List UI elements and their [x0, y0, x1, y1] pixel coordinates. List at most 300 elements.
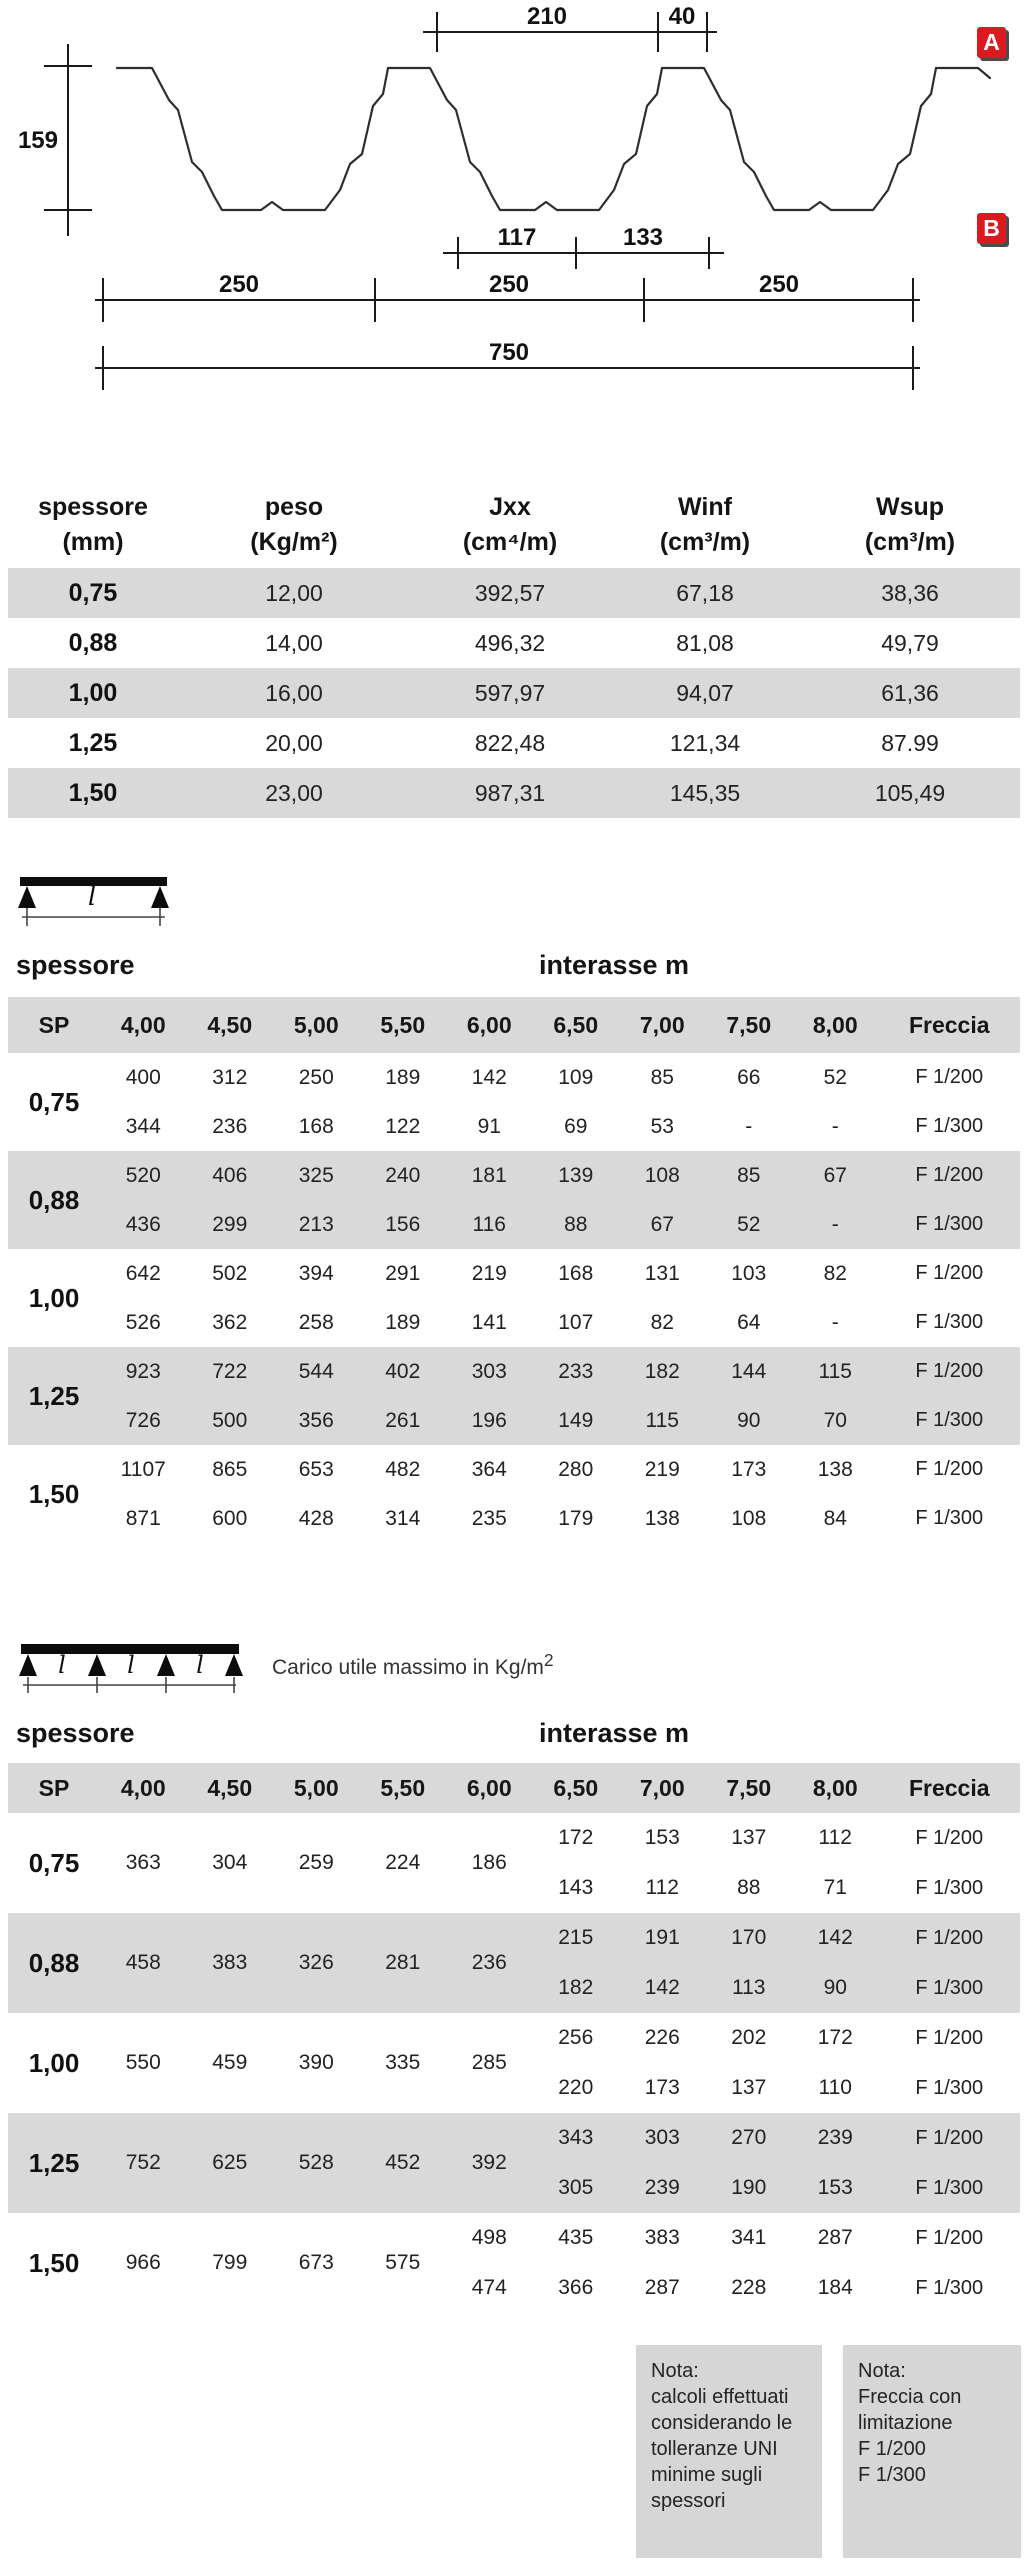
note-line: limitazione [858, 2412, 953, 2434]
load-value: 91 [477, 1114, 501, 1138]
caption-text: Carico utile massimo in Kg/m [272, 1656, 544, 1679]
table-row [8, 618, 1020, 668]
freccia-label: F 1/200 [915, 1826, 984, 1849]
load-value: 122 [385, 1114, 421, 1138]
load-value: - [831, 1114, 839, 1138]
note-line: calcoli effettuati [651, 2386, 789, 2408]
load-value: 189 [385, 1065, 421, 1089]
column-header: 4,00 [120, 1774, 166, 1801]
header-line: spessore [38, 493, 148, 521]
load-value: 153 [817, 2176, 853, 2199]
load-value: 722 [212, 1359, 248, 1383]
column-header: 6,00 [466, 1011, 512, 1038]
load-value: 115 [818, 1359, 852, 1383]
load-value: 52 [737, 1212, 761, 1236]
column-header: 5,50 [380, 1774, 426, 1801]
freccia-label: F 1/300 [915, 1876, 984, 1899]
load-value: 170 [731, 1926, 767, 1949]
span-length-label: l [58, 1651, 66, 1679]
load-value: 435 [558, 2226, 594, 2249]
load-value: 343 [558, 2126, 594, 2149]
freccia-label: F 1/200 [915, 1360, 984, 1382]
table-cell: 0,75 [68, 578, 118, 607]
column-header: 8,00 [812, 1011, 858, 1038]
sp-value: 1,50 [28, 2247, 80, 2278]
table-cell: 14,00 [265, 629, 323, 656]
freccia-label: F 1/200 [915, 1926, 984, 1949]
load-value: 923 [125, 1359, 161, 1383]
load-value: 142 [471, 1065, 507, 1089]
load-value-merged: 625 [212, 2151, 248, 2174]
table-cell: 67,18 [676, 579, 734, 606]
dim-133-label: 133 [622, 224, 664, 251]
column-header: 5,00 [293, 1774, 339, 1801]
header-unit: (cm³/m) [864, 528, 956, 556]
load-value: 82 [650, 1310, 674, 1334]
dimension-lines [44, 12, 920, 390]
load-table-header [8, 1763, 1020, 1813]
table-cell: 1,25 [68, 728, 118, 757]
sp-value: 1,00 [28, 2047, 80, 2078]
sp-value: 1,00 [28, 1282, 80, 1313]
header-unit: (cm⁴/m) [462, 528, 558, 556]
load-value: 107 [558, 1310, 594, 1334]
load-value: 236 [212, 1114, 248, 1138]
profile-drawing [0, 0, 1024, 410]
support-triangle [225, 1654, 243, 1676]
table-cell: 0,88 [68, 628, 118, 657]
column-header: Freccia [908, 1774, 990, 1801]
spessore-section-label: spessore [16, 950, 135, 980]
load-value: 131 [644, 1261, 680, 1285]
header-unit: (Kg/m²) [250, 528, 338, 556]
span-length-label: l [127, 1651, 135, 1679]
load-value: 138 [817, 1457, 853, 1481]
load-value: 213 [298, 1212, 334, 1236]
load-value-merged: 392 [471, 2151, 507, 2174]
load-table-single-span [8, 997, 1020, 1543]
freccia-label: F 1/300 [915, 1311, 984, 1333]
load-value: 53 [650, 1114, 674, 1138]
load-table-multi-span [8, 1763, 1020, 2313]
load-value: 196 [471, 1408, 507, 1432]
load-value: 402 [385, 1359, 421, 1383]
column-header-peso [178, 488, 410, 568]
load-value: 108 [731, 1506, 767, 1530]
load-row-1-00 [8, 2013, 1020, 2113]
load-value: 303 [644, 2126, 680, 2149]
load-value: 115 [645, 1408, 679, 1432]
load-row-0-75 [8, 1053, 1020, 1151]
note-tolerances [636, 2345, 822, 2558]
load-value: 109 [558, 1065, 594, 1089]
load-value: - [745, 1114, 753, 1138]
load-value: 291 [385, 1261, 421, 1285]
column-header: 4,50 [207, 1774, 253, 1801]
table-cell: 12,00 [265, 579, 323, 606]
load-row-1-25 [8, 1347, 1020, 1445]
freccia-label: F 1/300 [915, 2076, 984, 2099]
table-cell: 87.99 [881, 729, 939, 756]
load-value: 173 [644, 2076, 680, 2099]
load-value: 726 [125, 1408, 161, 1432]
load-value-merged: 550 [125, 2051, 161, 2074]
support-triangle [18, 886, 36, 908]
load-value-merged: 459 [212, 2051, 248, 2074]
freccia-label: F 1/200 [915, 1458, 984, 1480]
load-value: 85 [737, 1163, 761, 1187]
freccia-label: F 1/300 [915, 1507, 984, 1529]
load-value: 220 [558, 2076, 594, 2099]
table-row [8, 568, 1020, 618]
load-value-merged: 452 [385, 2151, 421, 2174]
load-value: 85 [650, 1065, 674, 1089]
load-value: 139 [558, 1163, 594, 1187]
freccia-label: F 1/200 [915, 2126, 984, 2149]
load-value: 70 [823, 1408, 847, 1432]
load-value: 299 [212, 1212, 248, 1236]
load-value: 219 [471, 1261, 507, 1285]
column-header: 6,50 [553, 1774, 599, 1801]
header-line: Winf [678, 493, 732, 521]
note-line: spessori [651, 2490, 726, 2512]
load-row-0-88 [8, 1151, 1020, 1249]
sp-value: 1,50 [28, 1478, 80, 1509]
table-row [8, 718, 1020, 768]
column-header: 5,00 [293, 1011, 339, 1038]
load-value: 88 [737, 1876, 761, 1899]
load-value: 871 [125, 1506, 161, 1530]
table-row [8, 768, 1020, 818]
load-value: 88 [564, 1212, 588, 1236]
load-value: 344 [125, 1114, 161, 1138]
span-length-label: l [87, 882, 97, 912]
freccia-label: F 1/300 [915, 1213, 984, 1235]
note-line: F 1/200 [858, 2438, 926, 2460]
column-header: SP [38, 1011, 70, 1038]
load-value-merged: 304 [212, 1851, 248, 1874]
load-row-1-25 [8, 2113, 1020, 2213]
load-value-merged: 259 [298, 1851, 334, 1874]
load-value: 366 [558, 2276, 594, 2299]
multi-span-beam-diagram [0, 1628, 300, 1703]
load-value: 482 [385, 1457, 421, 1481]
column-header: Freccia [908, 1011, 990, 1038]
load-value: 428 [298, 1506, 334, 1530]
load-value: 172 [558, 1826, 594, 1849]
table-cell: 61,36 [881, 679, 939, 706]
table-cell: 94,07 [676, 679, 734, 706]
note-line: Freccia con [858, 2386, 962, 2408]
column-header-spessore [8, 488, 178, 568]
load-value: 383 [644, 2226, 680, 2249]
load-value: 228 [731, 2276, 767, 2299]
sp-value: 0,88 [28, 1947, 80, 1978]
load-value: 103 [731, 1261, 767, 1285]
load-value-merged: 363 [125, 1851, 161, 1874]
table-cell: 1,50 [68, 778, 118, 807]
column-header: 4,00 [120, 1011, 166, 1038]
column-header-jxx [410, 488, 610, 568]
load-value: 436 [125, 1212, 161, 1236]
load-value: 287 [817, 2226, 853, 2249]
load-value-merged: 335 [385, 2051, 421, 2074]
sp-value: 1,25 [28, 2147, 80, 2178]
load-value: 67 [650, 1212, 674, 1236]
load-value: 325 [298, 1163, 334, 1187]
header-line: Wsup [875, 493, 945, 521]
table-cell: 597,97 [474, 679, 546, 706]
load-value: 90 [823, 1976, 847, 1999]
column-header-wsup [800, 488, 1020, 568]
load-value: 144 [731, 1359, 767, 1383]
load-value: 400 [125, 1065, 161, 1089]
load-value-merged: 186 [471, 1851, 507, 1874]
load-value: 341 [731, 2226, 767, 2249]
load-value-merged: 528 [298, 2151, 334, 2174]
load-value: 356 [298, 1408, 334, 1432]
load-row-1-00 [8, 1249, 1020, 1347]
load-value: 258 [298, 1310, 334, 1334]
column-header: SP [38, 1774, 70, 1801]
load-value: 239 [817, 2126, 853, 2149]
column-header: 8,00 [812, 1774, 858, 1801]
freccia-label: F 1/200 [915, 1164, 984, 1186]
load-value: 202 [731, 2026, 767, 2049]
interasse-section-label: interasse m [538, 950, 690, 980]
load-value: 71 [823, 1876, 847, 1899]
dim-250-label-2: 250 [488, 271, 530, 298]
sp-value: 0,75 [28, 1847, 80, 1878]
load-value: 600 [212, 1506, 248, 1530]
sp-value: 0,75 [28, 1086, 80, 1117]
sp-value: 1,25 [28, 1380, 80, 1411]
load-value: 406 [212, 1163, 248, 1187]
load-value: 189 [385, 1310, 421, 1334]
load-value: 137 [731, 2076, 767, 2099]
freccia-label: F 1/300 [915, 1976, 984, 1999]
load-value: 168 [558, 1261, 594, 1285]
column-header: 7,00 [639, 1011, 685, 1038]
load-value: 865 [212, 1457, 248, 1481]
load-value-merged: 966 [125, 2251, 161, 2274]
dim-159-label: 159 [17, 127, 58, 154]
load-value-merged: 390 [298, 2051, 334, 2074]
support-triangle [88, 1654, 106, 1676]
load-value: 64 [737, 1310, 761, 1334]
table-cell: 121,34 [669, 729, 741, 756]
support-triangle [157, 1654, 175, 1676]
load-value: 112 [818, 1826, 852, 1849]
header-line: Jxx [489, 493, 531, 521]
load-value: 474 [471, 2276, 507, 2299]
load-value: 235 [471, 1506, 507, 1530]
freccia-label: F 1/200 [915, 1262, 984, 1284]
load-value: 110 [818, 2076, 852, 2099]
load-value: 1107 [120, 1457, 166, 1481]
load-value-merged: 285 [471, 2051, 507, 2074]
beam-dim-line [23, 1677, 236, 1693]
load-value: 137 [731, 1826, 767, 1849]
load-value: 149 [558, 1408, 594, 1432]
table-row [8, 668, 1020, 718]
load-row-1-50 [8, 2213, 1020, 2313]
load-value: 142 [644, 1976, 680, 1999]
load-value: 168 [298, 1114, 334, 1138]
column-header: 7,50 [726, 1774, 772, 1801]
dim-117-label: 117 [497, 224, 537, 251]
freccia-label: F 1/300 [915, 1115, 984, 1137]
properties-table-header [8, 488, 1020, 568]
table-cell: 105,49 [874, 779, 946, 806]
freccia-label: F 1/300 [915, 2176, 984, 2199]
table-cell: 496,32 [474, 629, 546, 656]
table-cell: 1,00 [68, 678, 118, 707]
support-triangle [19, 1654, 37, 1676]
freccia-label: F 1/200 [915, 2226, 984, 2249]
load-value-merged: 673 [298, 2251, 334, 2274]
dim-250-label-1: 250 [218, 271, 260, 298]
load-value: 67 [823, 1163, 847, 1187]
load-value-merged: 281 [385, 1951, 421, 1974]
header-unit: (cm³/m) [659, 528, 751, 556]
sp-value: 0,88 [28, 1184, 80, 1215]
load-value: 90 [737, 1408, 761, 1432]
load-value: 256 [558, 2026, 594, 2049]
column-header-winf [610, 488, 800, 568]
note-freccia [843, 2345, 1021, 2558]
load-value: 84 [823, 1506, 847, 1530]
load-value: - [831, 1212, 839, 1236]
load-value-merged: 799 [212, 2251, 248, 2274]
span-length-label: l [196, 1651, 204, 1679]
table-cell: 145,35 [669, 779, 741, 806]
caption-superscript: 2 [543, 1650, 554, 1670]
load-value: 500 [212, 1408, 248, 1432]
note-title: Nota: [858, 2360, 906, 2382]
load-value: 305 [558, 2176, 594, 2199]
load-row-1-50 [8, 1445, 1020, 1543]
load-value: 182 [558, 1976, 594, 1999]
load-value: 153 [644, 1826, 680, 1849]
properties-table [8, 488, 1020, 818]
freccia-label: F 1/300 [915, 2276, 984, 2299]
load-value-merged: 752 [125, 2151, 161, 2174]
column-header: 7,50 [726, 1011, 772, 1038]
load-value: 498 [471, 2226, 507, 2249]
column-header: 4,50 [207, 1011, 253, 1038]
load-value: 66 [737, 1065, 761, 1089]
load-value: 226 [644, 2026, 680, 2049]
support-triangle [151, 886, 169, 908]
load-value: 653 [298, 1457, 334, 1481]
load-value-merged: 575 [385, 2251, 421, 2274]
load-value: 172 [817, 2026, 853, 2049]
spessore-section-label: spessore [16, 1718, 135, 1748]
load-value: 182 [644, 1359, 680, 1383]
freccia-label: F 1/200 [915, 2026, 984, 2049]
load-value: 156 [385, 1212, 421, 1236]
load-table-caption [272, 1650, 554, 1680]
load-row-0-75 [8, 1813, 1020, 1913]
load-value-merged: 236 [471, 1951, 507, 1974]
load-value: 82 [823, 1261, 847, 1285]
load-value: 141 [471, 1310, 507, 1334]
load-value: 270 [731, 2126, 767, 2149]
load-value: 287 [644, 2276, 680, 2299]
load-value-merged: 224 [385, 1851, 421, 1874]
interasse-section-label: interasse m [538, 1718, 690, 1748]
load-value: 233 [558, 1359, 594, 1383]
load-value: 143 [558, 1876, 594, 1899]
dim-750-label: 750 [488, 339, 530, 366]
load-table-header [8, 997, 1020, 1053]
table-cell: 49,79 [881, 629, 939, 656]
freccia-label: F 1/300 [915, 1409, 984, 1431]
load-value: 314 [385, 1506, 421, 1530]
load-value: 250 [298, 1065, 334, 1089]
load-value: 116 [472, 1212, 506, 1236]
column-header: 6,50 [553, 1011, 599, 1038]
load-value: 191 [644, 1926, 680, 1949]
load-value: 280 [558, 1457, 594, 1481]
load-value: - [831, 1310, 839, 1334]
load-value: 184 [817, 2276, 853, 2299]
note-title: Nota: [651, 2360, 699, 2382]
table-cell: 20,00 [265, 729, 323, 756]
load-value: 138 [644, 1506, 680, 1530]
load-value: 394 [298, 1261, 334, 1285]
load-value: 179 [558, 1506, 594, 1530]
load-value: 239 [644, 2176, 680, 2199]
load-value: 219 [644, 1457, 680, 1481]
load-value: 642 [125, 1261, 161, 1285]
load-value-merged: 326 [298, 1951, 334, 1974]
load-value-merged: 458 [125, 1951, 161, 1974]
header-line: peso [264, 493, 324, 521]
table-cell: 38,36 [881, 579, 939, 606]
load-value: 261 [385, 1408, 421, 1432]
table-cell: 23,00 [265, 779, 323, 806]
note-line: considerando le [651, 2412, 793, 2434]
load-value: 303 [471, 1359, 507, 1383]
load-value: 520 [125, 1163, 161, 1187]
load-value-merged: 383 [212, 1951, 248, 1974]
note-line: tolleranze UNI [651, 2438, 778, 2460]
dim-40-label: 40 [668, 3, 696, 30]
table-cell: 822,48 [474, 729, 546, 756]
column-header: 7,00 [639, 1774, 685, 1801]
dim-250-label-3: 250 [758, 271, 800, 298]
load-value: 173 [731, 1457, 767, 1481]
load-value: 364 [471, 1457, 507, 1481]
column-header: 6,00 [466, 1774, 512, 1801]
table-cell: 16,00 [265, 679, 323, 706]
load-value: 502 [212, 1261, 248, 1285]
table-cell: 81,08 [676, 629, 734, 656]
table-cell: 392,57 [474, 579, 546, 606]
badge-a: A [977, 27, 1006, 58]
load-value: 240 [385, 1163, 421, 1187]
profile-outline [117, 68, 990, 210]
load-value: 362 [212, 1310, 248, 1334]
load-value: 544 [298, 1359, 334, 1383]
dim-210-label: 210 [526, 3, 568, 30]
load-value: 52 [823, 1065, 847, 1089]
header-unit: (mm) [62, 528, 124, 556]
load-value: 312 [212, 1065, 248, 1089]
load-value: 190 [731, 2176, 767, 2199]
